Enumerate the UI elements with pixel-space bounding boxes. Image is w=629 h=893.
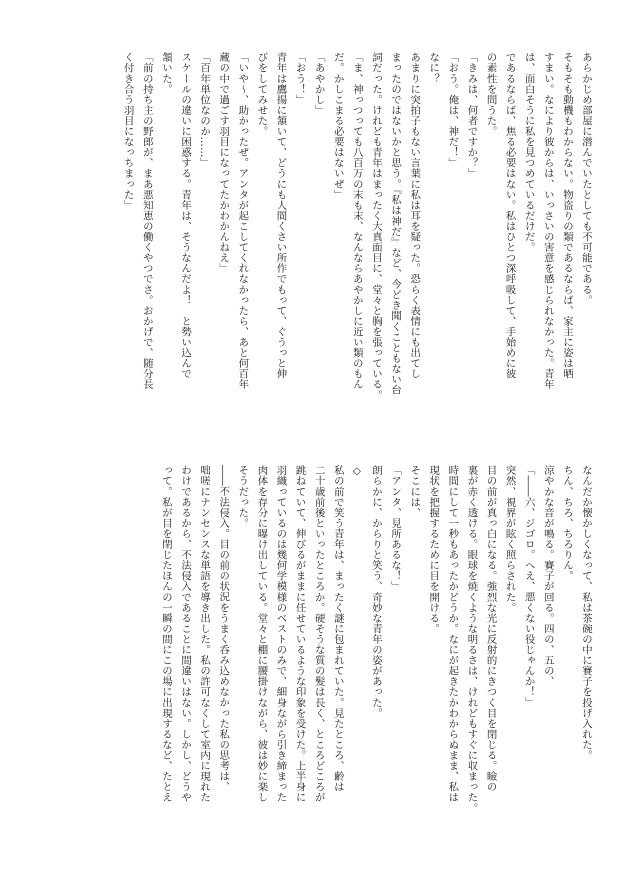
text-line: って。私が目を閉じたほんの一瞬の間にこの場に出現するなど、たとえ — [159, 465, 172, 803]
text-line: 「ま、神っつっても八百万の末も末、なんならあやかしに近い類のもん — [350, 52, 363, 390]
text-line: 目の前が真っ白になる。強烈な光に反射的にきつく目を閉じる。瞼の — [484, 465, 497, 793]
text-line: 「きみは、何者ですか？」 — [465, 52, 478, 179]
text-line: スケールの違いに困惑する。青年は、そうなんだよ！ と勢い込んで — [179, 52, 192, 380]
text-line: の素性を問うた。 — [484, 52, 497, 137]
text-line: 頷いた。 — [159, 52, 172, 95]
text-line: 「百年単位なのか……」 — [198, 52, 211, 169]
text-line: ◇ — [350, 465, 363, 478]
text-line: すまい。なにより彼からは、いっさいの害意を感じられなかった。青年 — [541, 52, 554, 390]
text-line: なに？ — [427, 52, 440, 84]
text-line: 「前の持ち主の野郎が、まあ悪知恵の働くやつでさ。おかげで、随分長 — [140, 52, 153, 390]
text-line: 青年は鷹揚に頷いて、どうにも人間くさい所作でもって、ぐうっと伸 — [274, 52, 287, 380]
text-line: 肉体を存分に曝け出している。堂々と棚に腰掛けながら、彼は妙に楽し — [255, 465, 268, 803]
text-line: そもそも動機もわからない。物盗りの類であるならば、家主に姿は晒 — [560, 52, 573, 380]
text-line: なんだか懐かしくなって、私は茶碗の中に賽子を投げ入れた。 — [580, 465, 592, 761]
text-line: 蔵の中で過ごす羽目になってたかわかんねえ」 — [217, 52, 230, 274]
text-line: く付き合う羽目になっちまった」 — [121, 52, 134, 211]
text-line: 涼やかな音が鳴る。賽子が回る。四の、五の、 — [541, 465, 554, 687]
text-line: あまりに突拍子もない言葉に私は耳を疑った。恐らく表情にも出てし — [408, 52, 421, 380]
text-line: 「アンタ、見所あるな！」 — [389, 465, 402, 592]
text-line: 「おう！」 — [293, 52, 306, 105]
text-line: ――不法侵入。目の前の状況をうまく呑み込めなかった私の思考は、 — [217, 465, 230, 793]
text-line: わけであるから、不法侵入であることに間違いはない。しかし、どうや — [179, 465, 192, 803]
text-line: 朗らかに、からりと笑う、奇妙な青年の姿があった。 — [369, 465, 382, 719]
text-line: 「おう。俺は、神だ！」 — [446, 52, 459, 169]
upper-text-block — [33, 52, 595, 430]
text-line: 跳ねていて、伸びるがままに任せているような印象を受けた。上半身に — [293, 465, 306, 803]
text-line: ちん、ちろ、ちろりん。 — [560, 465, 573, 582]
text-line: は、面白そうに私を見つめているだけだ。 — [522, 52, 535, 253]
text-line: 二十歳前後といったところか。硬そうな質の髪は長く、ところどころが — [312, 465, 325, 803]
text-line: 「――六、ジゴロ。へえ、悪くない役じゃんか！」 — [522, 465, 535, 708]
text-line: であるならば、焦る必要はない。私はひとつ深呼吸して、手始めに彼 — [503, 52, 516, 380]
lower-text-block — [33, 465, 595, 843]
text-line: あらかじめ部屋に潜んでいたとしても不可能である。 — [580, 52, 592, 306]
text-line: 私の前で笑う青年は、まったく謎に包まれていた。見たところ、齢は — [331, 465, 344, 793]
text-line: 羽織っているのは幾何学模様のベストのみで、細身ながら引き締まった — [274, 465, 287, 803]
text-line: そうだった。 — [236, 465, 249, 529]
text-line: 時間にして一秒もあったかどうか。なにが起きたかわからぬまま、私は — [446, 465, 459, 803]
text-line: 裏が赤く透ける。眼球を焼くような明るさは、けれどもすぐに収まった。 — [465, 465, 478, 814]
text-line: そこには、 — [408, 465, 421, 518]
text-line: 「いや～、助かったぜ。アンタが起こしてくれなかったら、あと何百年 — [236, 52, 249, 390]
text-line: 咄嗟にナンセンスな単語を導き出した。私の許可なくして室内に現れた — [198, 465, 211, 803]
text-line: 現状を把握するために目を開ける。 — [427, 465, 440, 634]
text-line: まったのではないかと思う。『私は神だ』など、今どき聞くこともない台 — [389, 52, 402, 395]
text-line: 「あやかし」 — [312, 52, 325, 116]
text-line: 詞だった。けれども青年はまったく大真面目に、堂々と胸を張っている。 — [369, 52, 382, 401]
text-line: だ。かしこまる必要はないぜ」 — [331, 52, 344, 200]
text-line: びをしてみせた。 — [255, 52, 268, 137]
text-line: 突然、視界が眩く照らされた。 — [503, 465, 516, 613]
